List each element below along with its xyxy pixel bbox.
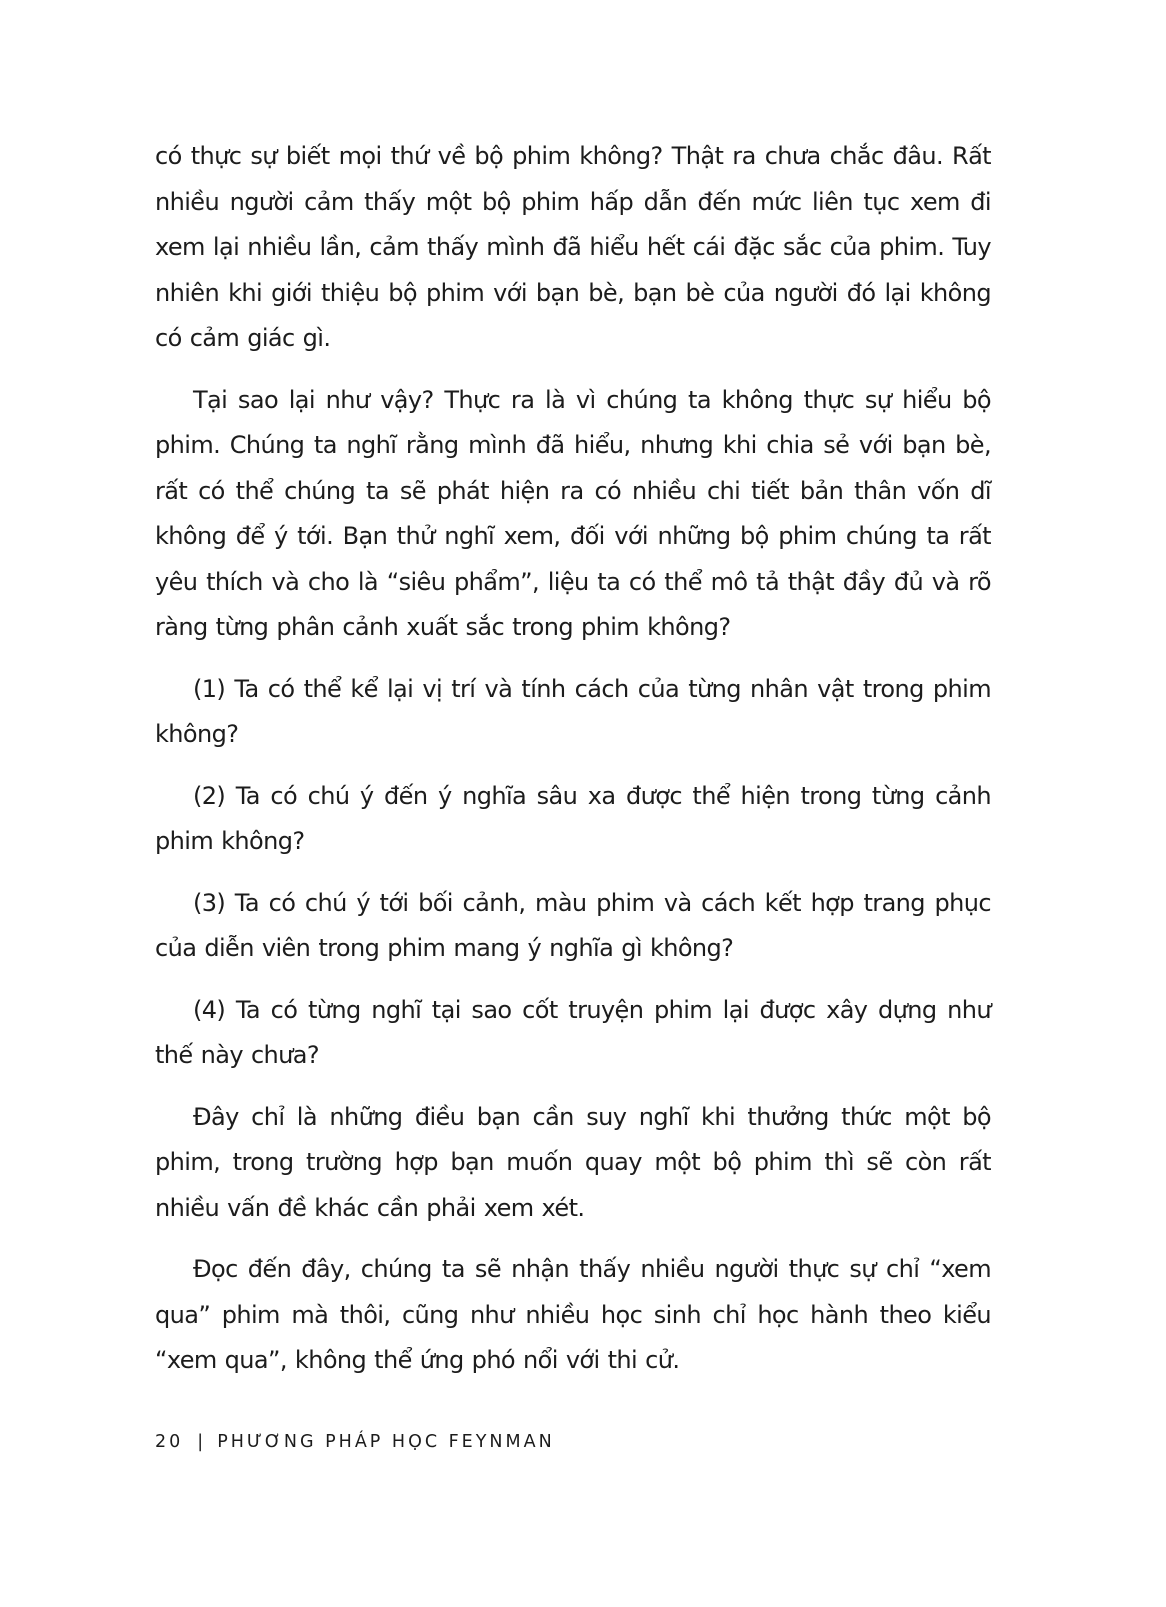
question-3: (3) Ta có chú ý tới bối cảnh, màu phim và cách kết hợp trang phục của diễn viên trong phim mang ý nghĩa gì không? bbox=[155, 888, 991, 962]
paragraph-why: Tại sao lại như vậy? Thực ra là vì chúng ta không thực sự hiểu bộ phim. Chúng ta nghĩ rằng mình đã hiểu, nhưng khi chia sẻ với bạn bè, rất có thể chúng ta sẽ phát hiện ra có nhiều chi tiết bản thân vốn dĩ không để ý tới. Bạn thử nghĩ xem, đối với những bộ phim chúng ta rất yêu thích và cho là “siêu phẩm”, liệu ta có thể mô tả thật đầy đủ và rõ ràng từng phân cảnh xuất sắc trong phim không? bbox=[155, 385, 991, 641]
question-4: (4) Ta có từng nghĩ tại sao cốt truyện phim lại được xây dựng như thế này chưa? bbox=[155, 995, 991, 1069]
book-title: PHƯƠNG PHÁP HỌC FEYNMAN bbox=[217, 1432, 555, 1452]
question-2: (2) Ta có chú ý đến ý nghĩa sâu xa được thể hiện trong từng cảnh phim không? bbox=[155, 781, 991, 855]
paragraph-conclusion: Đọc đến đây, chúng ta sẽ nhận thấy nhiều người thực sự chỉ “xem qua” phim mà thôi, cũng như nhiều học sinh chỉ học hành theo kiểu “xem qua”, không thể ứng phó nổi với thi cử. bbox=[155, 1255, 991, 1374]
question-1: (1) Ta có thể kể lại vị trí và tính cách của từng nhân vật trong phim không? bbox=[155, 674, 991, 748]
paragraph-intro: có thực sự biết mọi thứ về bộ phim không? Thật ra chưa chắc đâu. Rất nhiều người cảm thấy một bộ phim hấp dẫn đến mức liên tục xem đi xem lại nhiều lần, cảm thấy mình đã hiểu hết cái đặc sắc của phim. Tuy nhiên khi giới thiệu bộ phim với bạn bè, bạn bè của người đó lại không có cảm giác gì. bbox=[155, 142, 991, 352]
paragraph-considerations: Đây chỉ là những điều bạn cần suy nghĩ khi thưởng thức một bộ phim, trong trường hợp bạn muốn quay một bộ phim thì sẽ còn rất nhiều vấn đề khác cần phải xem xét. bbox=[155, 1102, 991, 1222]
footer-separator: | bbox=[197, 1432, 204, 1452]
page-body bbox=[155, 134, 991, 1400]
page-footer bbox=[155, 1432, 555, 1452]
page-number: 20 bbox=[155, 1432, 184, 1452]
